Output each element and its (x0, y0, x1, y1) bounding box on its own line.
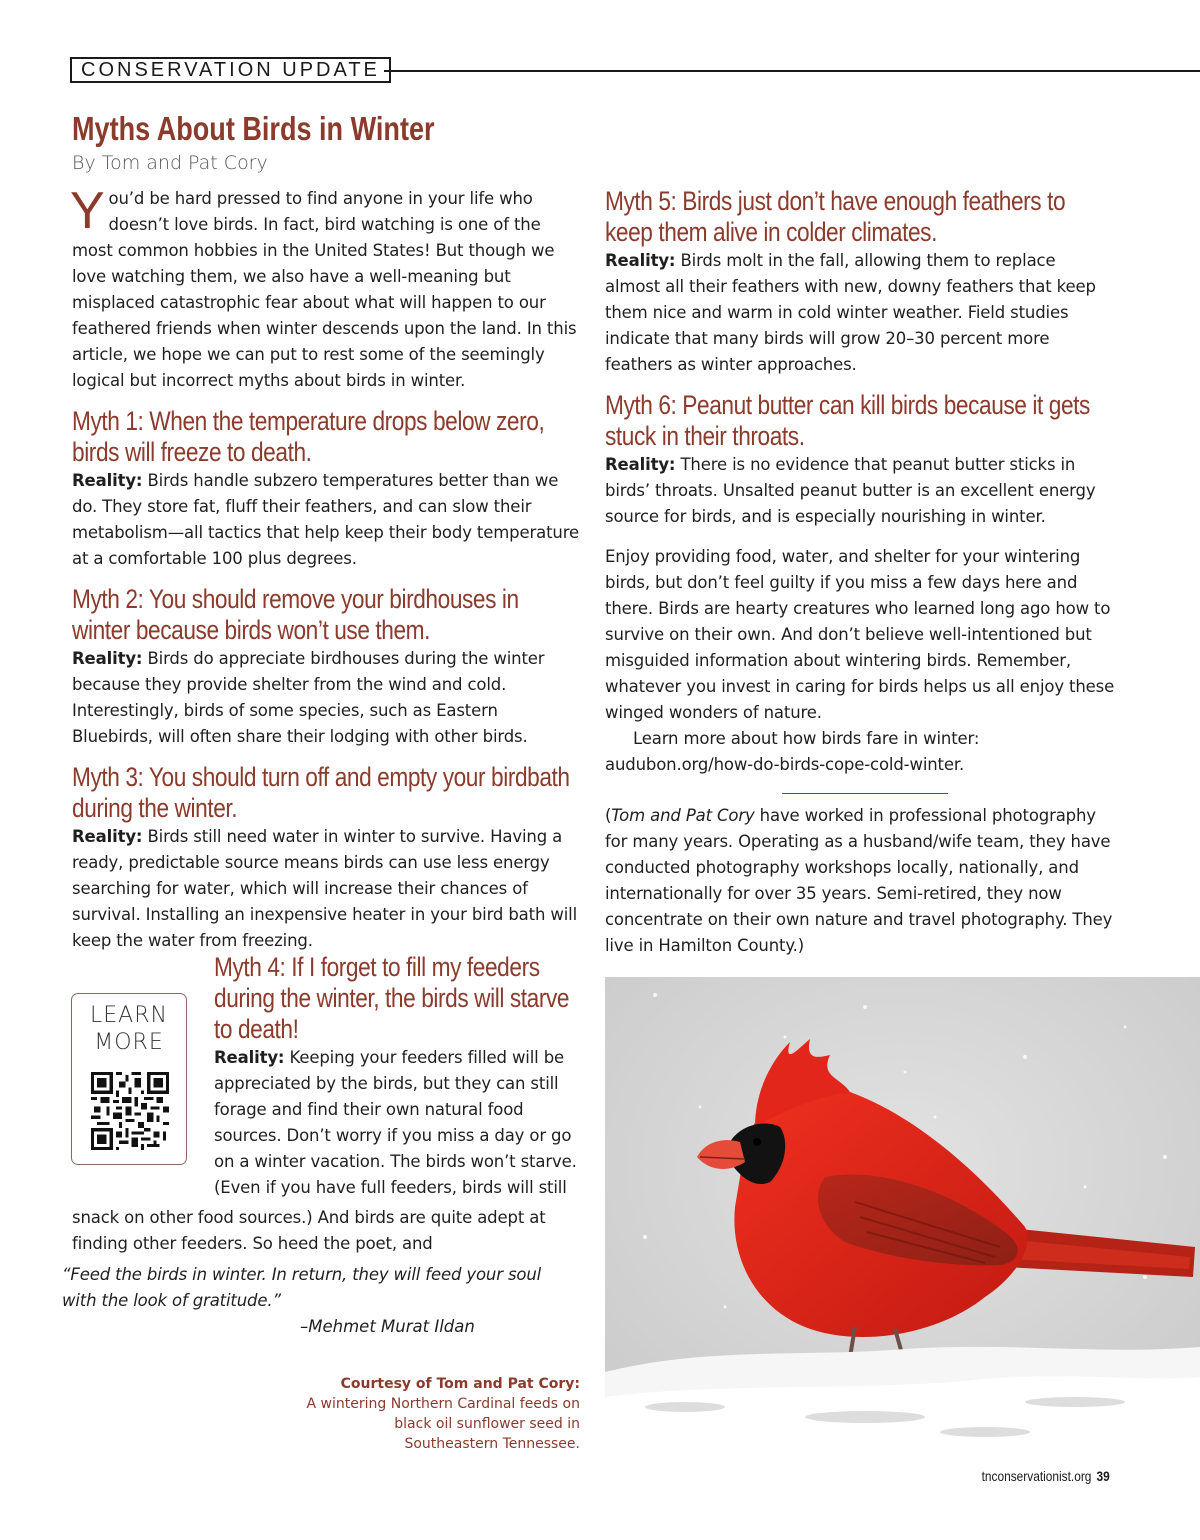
myth-5-heading: Myth 5: Birds just don’t have enough feathers to keep them alive in colder climates. (605, 186, 1066, 247)
myth-6-heading: Myth 6: Peanut butter can kill birds because it gets stuck in their throats. (605, 390, 1090, 451)
intro-paragraph (70, 182, 582, 394)
reality-label: Reality: (605, 251, 676, 270)
myth-5-text: Birds molt in the fall, allowing them to replace almost all their feathers with new, downy feathers that keep them nice and warm in cold winter weather. Field studies indicate that many birds will grow 20–30 percent more feathers as winter approaches. (605, 251, 1096, 374)
bio-body: have worked in professional photography for many years. Operating as a husband/wife team, they have conducted photography workshops locally, nationally, and internationally for over 35 years. Semi-retired, they now concentrate on their own nature and travel photography. They live in Hamilton County.) (605, 806, 1113, 955)
myth-6-text: There is no evidence that peanut butter sticks in birds’ throats. Unsalted peanut butter is an excellent energy source for birds, and is especially nourishing in winter. (605, 455, 1096, 526)
byline: By Tom and Pat Cory (72, 152, 268, 174)
myth-4-heading: Myth 4: If I forget to fill my feeders during the winter, the birds will starve to death! (214, 952, 570, 1044)
photo-caption (300, 1374, 580, 1454)
myth-4-tail (72, 1205, 582, 1257)
myth-3-reality (72, 824, 582, 954)
myth-2-reality (72, 646, 582, 750)
learn-more-box[interactable] (71, 993, 187, 1165)
myth-5-reality (605, 248, 1115, 378)
reality-label: Reality: (72, 471, 143, 490)
myth-1-reality (72, 468, 582, 572)
footer-site: tnconservationist.org (981, 1468, 1092, 1484)
poet-quote: “Feed the birds in winter. In return, they will feed your soul with the look of gratitude.” (62, 1265, 542, 1310)
myth-4-tail-text: snack on other food sources.) And birds are quite adept at finding other feeders. So heed the poet, and (72, 1208, 546, 1253)
learn-more-label (72, 1002, 186, 1056)
learn-more-paragraph: Learn more about how birds fare in winter: audubon.org/how-do-birds-cope-cold-winter. (605, 729, 980, 774)
drop-cap: Y (70, 182, 105, 240)
myth-6-reality (605, 452, 1115, 530)
reality-label: Reality: (72, 649, 143, 668)
cardinal-illustration (605, 977, 1200, 1449)
myth-3-heading: Myth 3: You should turn off and empty your birdbath during the winter. (72, 762, 570, 823)
author-bio-text (605, 803, 1115, 959)
learn-more-line2: MORE (94, 1030, 164, 1055)
bio-names: Tom and Pat Cory (611, 806, 755, 825)
section-rule (384, 70, 1200, 72)
myth-2-text: Birds do appreciate birdhouses during the winter because they provide shelter from the wind and cold. Interestingly, birds of some species, such as Eastern Bluebirds, will often share their lodging with other birds. (72, 649, 545, 746)
reality-label: Reality: (605, 455, 676, 474)
intro-text: ou’d be hard pressed to find anyone in your life who doesn’t love birds. In fact, bird watching is one of the most common hobbies in the United States! But though we love watching them, we also have a well-meaning but misplaced catastrophic fear about what will happen to our feathered friends when winter descends upon the land. In this article, we hope we can put to rest some of the seemingly logical but incorrect myths about birds in winter. (72, 189, 577, 390)
reality-label: Reality: (214, 1048, 285, 1067)
bio-open-paren: ( (605, 806, 612, 825)
myth-1-heading: Myth 1: When the temperature drops below zero, birds will freeze to death. (72, 406, 545, 467)
closing-paragraph: Enjoy providing food, water, and shelter for your wintering birds, but don’t feel guilty if you miss a few days here and there. Birds are hearty creatures who learned long ago how to survive on their own. And don’t believe well-intentioned but misguided information about wintering birds. Remember, whatever you invest in caring for birds helps us all enjoy these winged wonders of nature. (605, 547, 1115, 722)
myth-1-text: Birds handle subzero temperatures better than we do. They store fat, fluff their feathers, and can slow their metabolism—all tactics that help keep their body temperature at a comfortable 100 plus degrees. (72, 471, 579, 568)
right-column (605, 186, 1115, 778)
author-bio (605, 803, 1115, 959)
learn-more-line1: LEARN (90, 1003, 168, 1028)
left-column (70, 182, 582, 954)
section-label: CONSERVATION UPDATE (70, 57, 391, 83)
page-footer (982, 1468, 1110, 1484)
caption-credit: Courtesy of Tom and Pat Cory: (340, 1376, 580, 1392)
myth-2-heading: Myth 2: You should remove your birdhouses in winter because birds won’t use them. (72, 584, 519, 645)
cardinal-photo (605, 977, 1200, 1449)
bio-divider (782, 793, 948, 794)
myth-4-reality (214, 1045, 584, 1201)
myth-4-text: Keeping your feeders filled will be appreciated by the birds, but they can still forage and find their own natural food sources. Don’t worry if you miss a day or go on a winter vacation. The birds won’t starve. (Even if you have full feeders, birds will still (214, 1048, 577, 1197)
quote-author: –Mehmet Murat Ildan (300, 1317, 475, 1336)
myth-3-text: Birds still need water in winter to survive. Having a ready, predictable source means birds can use less energy searching for water, which will increase their chances of survival. Installing an inexpensive heater in your bird bath will keep the water from freezing. (72, 827, 577, 950)
reality-label: Reality: (72, 827, 143, 846)
qr-code-icon[interactable] (91, 1072, 169, 1150)
article-title: Myths About Birds in Winter (72, 110, 435, 147)
caption-text: A wintering Northern Cardinal feeds on black oil sunflower seed in Southeastern Tennessee. (306, 1396, 580, 1452)
page-number: 39 (1096, 1468, 1110, 1484)
myth-4-block (214, 952, 584, 1201)
